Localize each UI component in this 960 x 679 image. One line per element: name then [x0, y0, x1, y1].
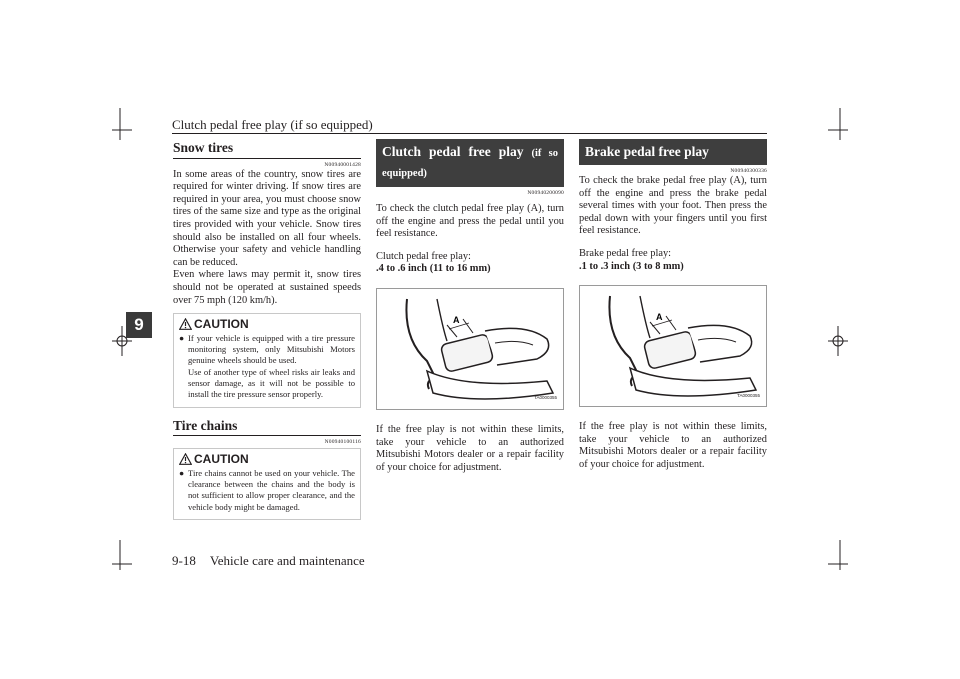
left-column: [173, 140, 361, 520]
crop-mark-bottom-left: [112, 540, 132, 570]
tire-chains-code: N00940100116: [324, 439, 361, 446]
snow-caution-text-2: Use of another type of wheel risks air leaks and sensor damage, as it will not be possible to install the tire pressure sensor properly.: [188, 366, 355, 400]
bullet-icon: ●: [179, 467, 185, 478]
snow-tires-code: N00940001428: [324, 161, 361, 168]
snow-caution-box: [173, 313, 361, 407]
snow-caution-title: CAUTION: [179, 318, 355, 331]
brake-spec-label: Brake pedal free play:: [579, 247, 672, 259]
figure-label-a: A: [453, 314, 460, 325]
bullet-icon: ●: [179, 332, 185, 343]
clutch-figure-code: TA0000355: [534, 395, 557, 401]
snow-caution-text-1: If your vehicle is equipped with a tire pressure monitoring system, only Mitsubishi Motors genuine wheels should be used.: [188, 332, 355, 366]
chains-caution-box: [173, 448, 361, 520]
pedal-illustration: [377, 289, 563, 409]
warning-triangle-icon: [179, 453, 192, 465]
clutch-body: To check the clutch pedal free play (A), turn off the engine and press the pedal until you feel resistance.: [376, 203, 564, 240]
chains-caution-item: [179, 468, 355, 513]
crop-mark-top-right: [828, 108, 848, 140]
chains-caution-title: CAUTION: [179, 453, 355, 466]
clutch-spec-label: Clutch pedal free play:: [376, 250, 471, 262]
brake-spec-value: .1 to .3 inch (3 to 8 mm): [579, 260, 684, 272]
brake-figure-code: TA0000355: [737, 392, 760, 398]
header-rule: [172, 133, 767, 134]
snow-tires-body: In some areas of the country, snow tires are required for winter driving. If snow tires are required in your area, you must choose snow tires of the same size and type as the original tires provided with your vehicle. Snow tires should also be installed on all four wheels. Otherwise your safety and vehicle handling can be reduced.: [173, 168, 361, 268]
crop-mark-top-left: [112, 108, 132, 140]
chapter-tab: 9: [126, 312, 152, 338]
page-number: 9-18: [172, 553, 196, 568]
clutch-spec-value: .4 to .6 inch (11 to 16 mm): [376, 263, 491, 275]
figure-label-a: A: [656, 312, 663, 323]
crop-mark-bottom-right: [828, 540, 848, 570]
middle-column: [376, 139, 564, 474]
page-footer: [172, 553, 365, 569]
footer-section: Vehicle care and maintenance: [209, 553, 365, 568]
clutch-code: N00940200090: [527, 190, 564, 196]
chains-caution-text: Tire chains cannot be used on your vehicle. The clearance between the chains and the body is not sufficient to allow proper clearance, and the vehicle body might be damaged.: [188, 467, 355, 512]
brake-body: To check the brake pedal free play (A), turn off the engine and press the brake pedal several times with your foot. Then press the pedal down with your fingers until you first feel resistance.: [579, 175, 767, 237]
clutch-heading: Clutch pedal free play (if so equipped): [376, 139, 564, 187]
brake-heading: Brake pedal free play: [579, 139, 767, 165]
warning-triangle-icon: [179, 318, 192, 330]
clutch-pedal-figure: [376, 288, 564, 410]
snow-caution-item: [179, 333, 355, 401]
registration-mark-right: [828, 326, 848, 356]
brake-pedal-figure: [579, 285, 767, 407]
page-header-title: Clutch pedal free play (if so equipped): [172, 117, 373, 132]
clutch-after-text: If the free play is not within these limits, take your vehicle to an authorized Mitsubishi Motors dealer or a repair facility of your choice for adjustment.: [376, 423, 564, 473]
snow-tires-body-2: Even where laws may permit it, snow tires should not be operated at sustained speeds over 75 mph (120 km/h).: [173, 269, 361, 306]
snow-tires-heading: Snow tires: [173, 140, 361, 159]
brake-after-text: If the free play is not within these limits, take your vehicle to an authorized Mitsubishi Motors dealer or a repair facility of your choice for adjustment.: [579, 421, 767, 470]
right-column: [579, 139, 767, 472]
tire-chains-heading: Tire chains: [173, 418, 361, 437]
pedal-illustration: [580, 286, 766, 406]
brake-code: N00940300336: [730, 168, 767, 174]
